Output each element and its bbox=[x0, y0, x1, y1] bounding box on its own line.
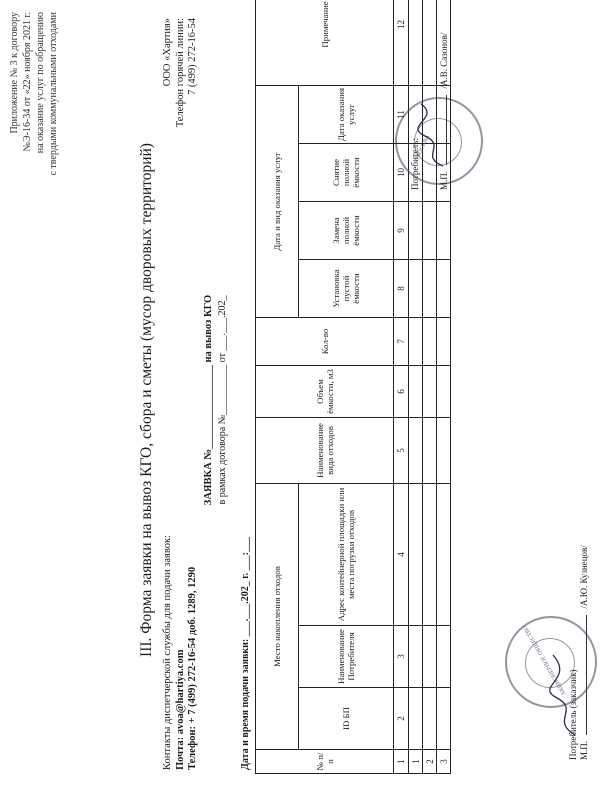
header-remove: Снятие полной ёмкости bbox=[299, 144, 394, 202]
attachment-line: с твердыми коммунальными отходами bbox=[48, 12, 59, 176]
contacts-email: Почта: avoa@hartiya.com bbox=[174, 649, 186, 770]
header-install: Установка пустой ёмкости bbox=[299, 260, 394, 318]
customer-role: Потребитель (заказчик) bbox=[568, 669, 578, 760]
header-id: ID БП bbox=[299, 688, 394, 750]
dispatch-contacts bbox=[162, 535, 200, 770]
customer-mp: М.П. bbox=[579, 740, 589, 760]
header-date-group: Дата и вид оказания услуг bbox=[256, 85, 299, 317]
column-number: 1 bbox=[394, 750, 409, 774]
company-name: ООО «Хартия» bbox=[162, 18, 173, 87]
header-qty: Кол-во bbox=[256, 318, 394, 366]
row-number: 3 bbox=[437, 750, 451, 774]
header-service-date: Дата оказания услуг bbox=[299, 85, 394, 143]
contract-line: в рамках договора №__________ от ___.___.202_ bbox=[217, 295, 228, 505]
hotline-label: Телефон горячей линии: bbox=[174, 18, 186, 128]
column-number: 12 bbox=[394, 0, 409, 85]
column-number: 4 bbox=[394, 484, 409, 626]
header-volume: Объем ёмкости, м3 bbox=[256, 366, 394, 418]
header-no: № п/п bbox=[256, 750, 394, 774]
form-title: III. Форма заявки на вывоз КГО, сбора и сметы (мусор дворовых территорий) bbox=[138, 143, 155, 657]
customer-name: /А.Ю. Кузнецов/ bbox=[579, 545, 589, 609]
column-number: 6 bbox=[394, 366, 409, 418]
header-consumer: Наименование Потребителя bbox=[299, 626, 394, 688]
consumer-role: Потребитель: bbox=[410, 138, 420, 190]
attachment-line: Приложение № 3 к договору bbox=[9, 12, 20, 134]
column-number: 3 bbox=[394, 626, 409, 688]
contacts-phone: Телефон: + 7 (499) 272-16-54 доб. 1289, 1290 bbox=[187, 566, 198, 770]
attachment-line: на оказание услуг по обращению bbox=[35, 12, 46, 154]
column-number: 5 bbox=[394, 418, 409, 484]
contacts-heading: Контакты диспетчерской службы для подачи заявок: bbox=[162, 534, 173, 770]
column-number: 10 bbox=[394, 144, 409, 202]
company-info bbox=[162, 18, 200, 127]
hotline-number: 7 (499) 272-16-54 bbox=[187, 18, 198, 95]
attachment-line: №Э-16-34 от «22» ноября 2021 г. bbox=[22, 12, 33, 152]
stamp-text: АКЦИОНЕРНОЕ ОБЩЕСТВО bbox=[522, 623, 568, 697]
header-waste-type: Наименование вида отходов bbox=[256, 418, 394, 484]
column-number: 11 bbox=[394, 85, 409, 143]
row-number: 1 bbox=[409, 750, 423, 774]
column-number: 8 bbox=[394, 260, 409, 318]
attachment-note bbox=[8, 12, 60, 176]
stamp-text: МОСКВА bbox=[414, 134, 432, 161]
request-number-line: ЗАЯВКА №________________ на вывоз КГО bbox=[203, 294, 214, 506]
row-number: 2 bbox=[423, 750, 437, 774]
header-replace: Замена полной ёмкости bbox=[299, 202, 394, 260]
column-number: 2 bbox=[394, 688, 409, 750]
column-number: 7 bbox=[394, 318, 409, 366]
header-address: Адрес контейнерной площадки или места погрузки отходов bbox=[299, 484, 394, 626]
column-number: 9 bbox=[394, 202, 409, 260]
header-location-group: Место накопления отходов bbox=[256, 484, 299, 750]
consumer-mp: М.П. bbox=[439, 170, 449, 190]
consumer-name: /А.В. Сазонов/ bbox=[439, 32, 449, 89]
submission-datetime: Дата и время подачи заявки: ___.___.202_ г. ___:___ bbox=[240, 537, 251, 770]
header-note: Примечание bbox=[256, 0, 394, 85]
